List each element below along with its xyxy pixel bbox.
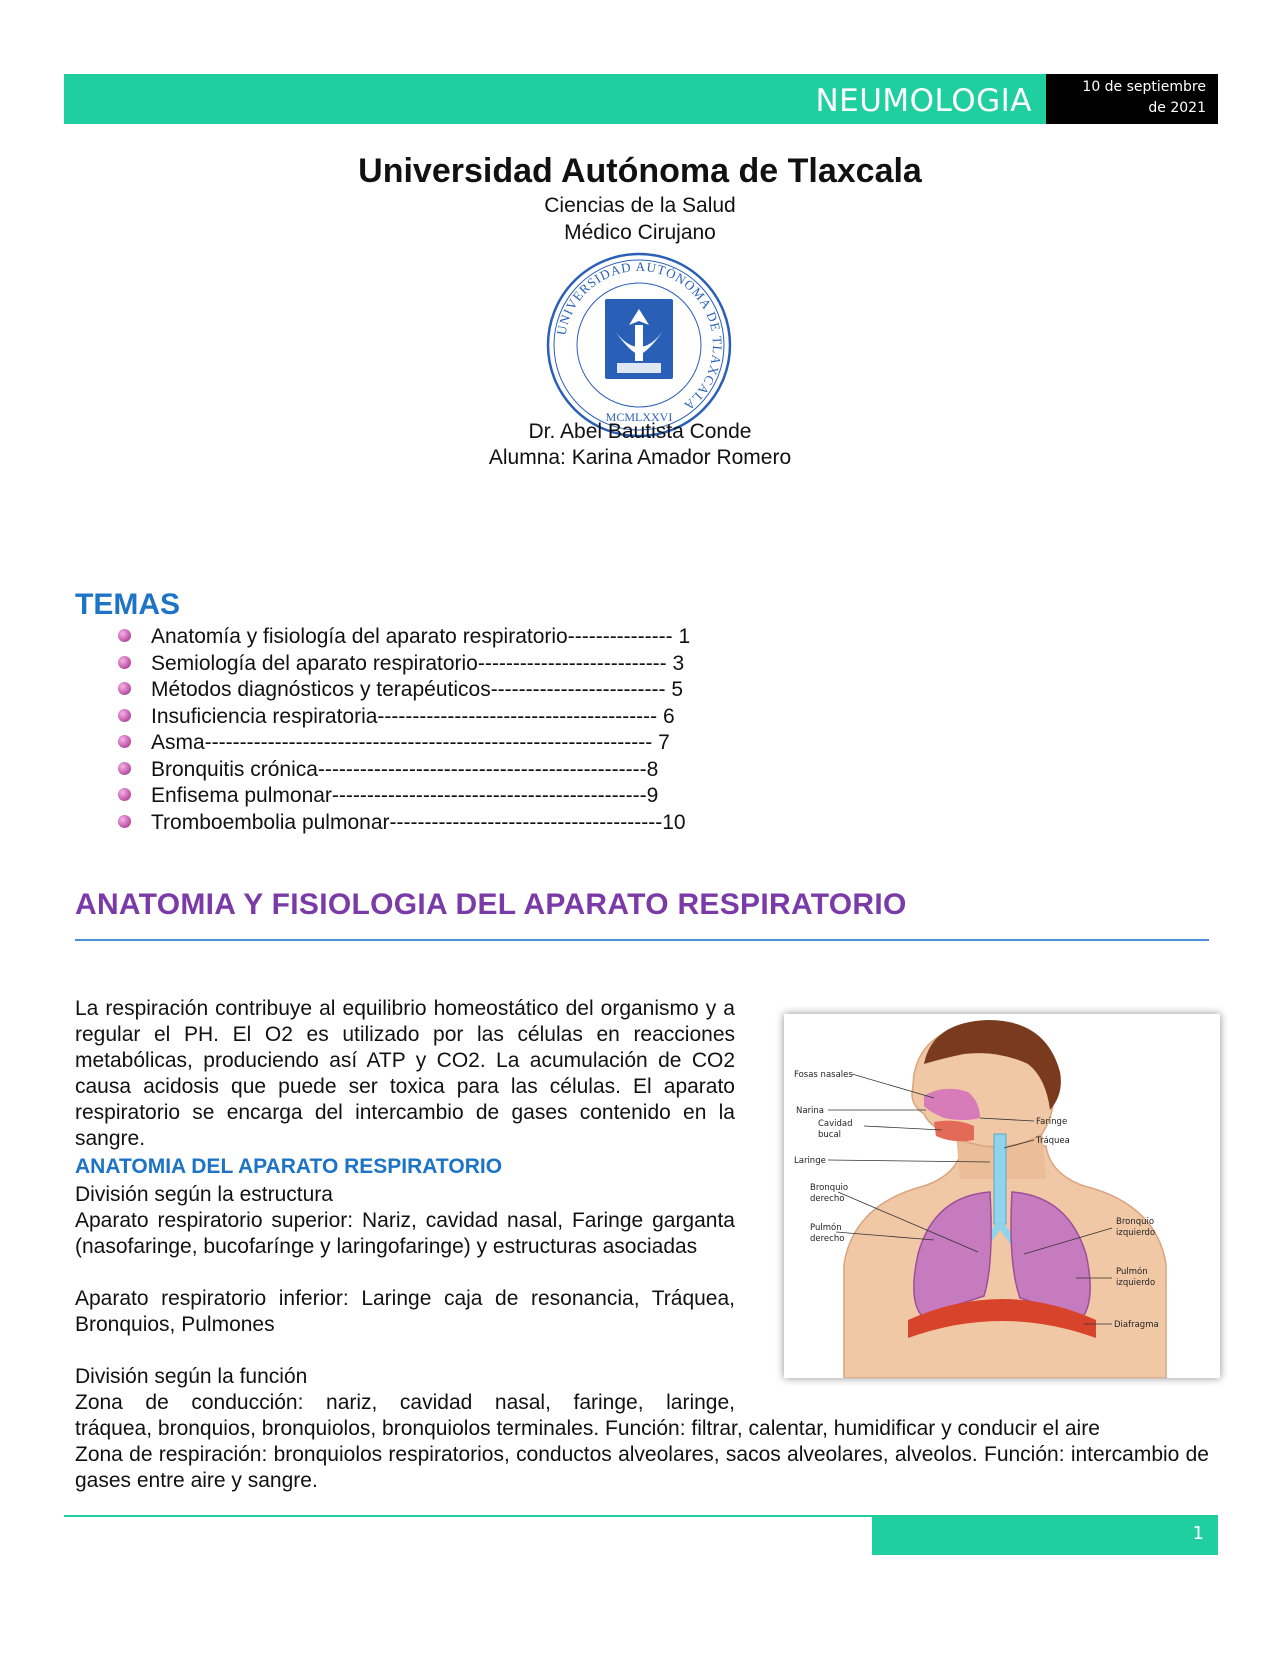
student-name: Alumna: Karina Amador Romero [488,446,792,469]
subsection-title: ANATOMIA DEL APARATO RESPIRATORIO [75,1155,503,1178]
label-faringe: Faringe [1036,1117,1068,1127]
bullet-icon [118,709,131,722]
seal-ring-text: UNIVERSIDAD AUTÓNOMA DE TLAXCALA [553,258,726,415]
label-narina: Narina [796,1106,825,1116]
section-title: ANATOMIA Y FISIOLOGIA DEL APARATO RESPIRATORIO [75,888,907,921]
superior-paragraph: Aparato respiratorio superior: Nariz, cavidad nasal, Faringe garganta (nasofaringe, bucofarínge y laringofaringe) y estructuras asociadas [75,1209,735,1258]
label-traquea: Tráquea [1036,1136,1070,1146]
label-pulmon-der-2: derecho [810,1234,845,1244]
section-divider [75,939,1209,941]
label-bronquio-der-1: Bronquio [810,1183,849,1193]
label-bronquio-der-2: derecho [810,1194,845,1204]
conduccion-line2: tráquea, bronquios, bronquiolos, bronquiolos terminales. Función: filtrar, calentar, humidificar y conducir el aire [75,1417,1100,1440]
bullet-icon [118,788,131,801]
label-bronquio-izq-2: izquierdo [1116,1228,1156,1238]
seal-year: MCMLXXVI [605,410,673,424]
university-seal [545,251,733,439]
faculty: Ciencias de la Salud [544,194,736,217]
trachea-shape [994,1134,1006,1224]
inferior-paragraph: Aparato respiratorio inferior: Laringe caja de resonancia, Tráquea, Bronquios, Pulmones [75,1287,735,1336]
label-laringe: Laringe [794,1156,826,1166]
bullet-icon [118,762,131,775]
footer-page-number: 1 [872,1517,1218,1555]
oral-cavity-shape [934,1121,974,1142]
label-cavidad-2: bucal [818,1130,842,1140]
bullet-icon [118,735,131,748]
header-date-line2: de 2021 [1148,100,1206,116]
label-pulmon-izq-2: izquierdo [1116,1278,1156,1288]
label-bronquio-izq-1: Bronquio [1116,1217,1155,1227]
header-date [1046,74,1218,124]
header-title: NEUMOLOGIA [815,83,1032,119]
bullet-icon [118,656,131,669]
bullet-icon [118,815,131,828]
label-cavidad-1: Cavidad [818,1119,853,1129]
doctor-name: Dr. Abel Bautista Conde [528,420,752,443]
university-title: Universidad Autónoma de Tlaxcala [358,152,922,190]
header-date-line1: 10 de septiembre [1082,79,1206,95]
conduccion-line1: Zona de conducción: nariz, cavidad nasal, faringe, laringe, [75,1391,735,1414]
division-function-heading: División según la función [75,1365,308,1388]
bullet-icon [118,682,131,695]
intro-paragraph: La respiración contribuye al equilibrio homeostático del organismo y a regular el PH. El O2 es utilizado por las células en reacciones metabólicas, produciendo así ATP y CO2. La acumulación de CO2 causa acidosis que puede ser toxica para las células. El aparato respiratorio se encarga del intercambio de gases contenido en la sangre. [75,997,735,1150]
career: Médico Cirujano [564,221,716,244]
bullet-icon [118,629,131,642]
respiratory-system-figure [784,1014,1220,1378]
label-pulmon-der-1: Pulmón [810,1223,842,1233]
respiracion-paragraph: Zona de respiración: bronquiolos respiratorios, conductos alveolares, sacos alveolares, alveolos. Función: intercambio de gases entre aire y sangre. [75,1443,1209,1492]
temas-title: TEMAS [75,588,180,621]
label-diafragma: Diafragma [1114,1320,1159,1330]
label-fosas-nasales: Fosas nasales [794,1070,853,1080]
division-structure-heading: División según la estructura [75,1183,333,1206]
label-pulmon-izq-1: Pulmón [1116,1267,1148,1277]
